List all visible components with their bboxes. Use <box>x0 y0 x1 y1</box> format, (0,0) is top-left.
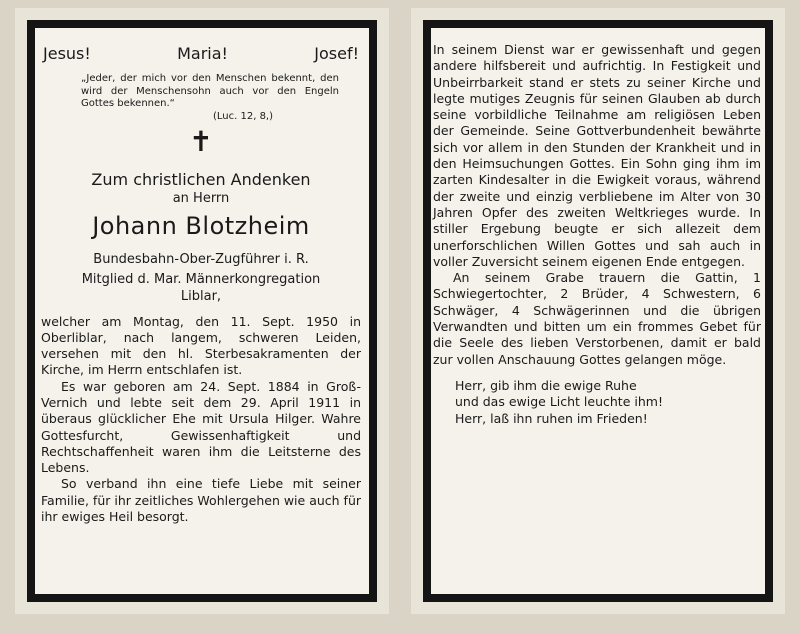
character-paragraph: In seinem Dienst war er gewissenhaft und gegen andere hilfsbereit und aufrichtig. In Festigkeit und Unbeirrbarkeit stand er stets zu seiner Kirche und legte mutiges Zeugnis für seinen Glauben ab durch seine vorbildliche Teilnahme am religiösen Leben der Gemeinde. Seine Gottverbundenheit bewährte sich vor allem in den Stunden der Krankheit und in den Heimsuchungen Gottes. Ein Sohn ging ihm im zarten Kindesalter in die Ewigkeit voraus, während der zweite und einzig verbliebene im Alter von 30 Jahren Opfer des zweiten Weltkrieges wurde. In stiller Ergebung beugte er sich allezeit dem unerforschlichen Willen Gottes und sah auch in voller Zuversicht seinem eigenen Ende entgegen. <box>433 42 761 269</box>
prayer-line-1: Herr, gib ihm die ewige Ruhe <box>455 377 637 393</box>
prayer-line-3: Herr, laß ihn ruhen im Frieden! <box>455 410 648 426</box>
left-body <box>41 314 361 526</box>
black-mourning-border <box>27 20 377 602</box>
black-mourning-border <box>423 20 773 602</box>
closing-prayer <box>433 378 761 427</box>
memorial-heading: Zum christlichen Andenken <box>91 169 311 189</box>
holy-names <box>41 44 361 63</box>
title-line-2: Mitglied d. Mar. Männerkongregation <box>81 271 321 287</box>
deceased-titles <box>41 250 361 304</box>
name-jesus: Jesus! <box>43 44 91 63</box>
deceased-name: Johann Blotzheim <box>92 211 310 240</box>
title-line-1: Bundesbahn-Ober-Zugführer i. R. <box>93 251 309 267</box>
name-maria: Maria! <box>177 44 228 63</box>
name-josef: Josef! <box>314 44 359 63</box>
mourners-paragraph: An seinem Grabe trauern die Gattin, 1 Schwiegertochter, 2 Brüder, 4 Schwestern, 6 Schwäger, 4 Schwägerinnen und die übrigen Verwandten und bitten um ein frommes Gebet für die Seele des lieben Verstorbenen, damit er bald zur vollen Anschauung Gottes gelangen möge. <box>433 270 761 367</box>
death-paragraph: welcher am Montag, den 11. Sept. 1950 in Oberliblar, nach langem, schweren Leiden, versehen mit den hl. Sterbesakramenten der Kirche, im Herrn entschlafen ist. <box>41 313 361 378</box>
right-card <box>411 8 785 614</box>
right-panel <box>431 28 765 594</box>
left-panel <box>35 28 369 594</box>
family-paragraph: So verband ihn eine tiefe Liebe mit seiner Familie, für ihr zeitliches Wohlergehen wie auch für ihr ewiges Heil besorgt. <box>41 476 362 525</box>
cross-icon: ✝ <box>189 124 213 158</box>
left-card <box>15 8 389 614</box>
prayer-line-2: und das ewige Licht leuchte ihm! <box>455 394 663 410</box>
title-line-3: Liblar, <box>180 288 222 304</box>
memorial-subheading: an Herrn <box>172 190 230 206</box>
quote-reference: (Luc. 12, 8,) <box>213 110 274 122</box>
right-body <box>433 42 761 368</box>
life-paragraph: Es war geboren am 24. Sept. 1884 in Groß-Vernich und lebte seit dem 29. April 1911 in überaus glücklicher Ehe mit Ursula Hilger. Wahre Gottesfurcht, Gewissenhaftigkeit und Rechtschaffenheit waren ihm die Leitsterne des Lebens. <box>41 378 361 476</box>
bible-quote: „Jeder, der mich vor den Menschen bekennt, den wird der Menschensohn auch vor den Engeln Gottes bekennen.“ <box>81 73 339 109</box>
